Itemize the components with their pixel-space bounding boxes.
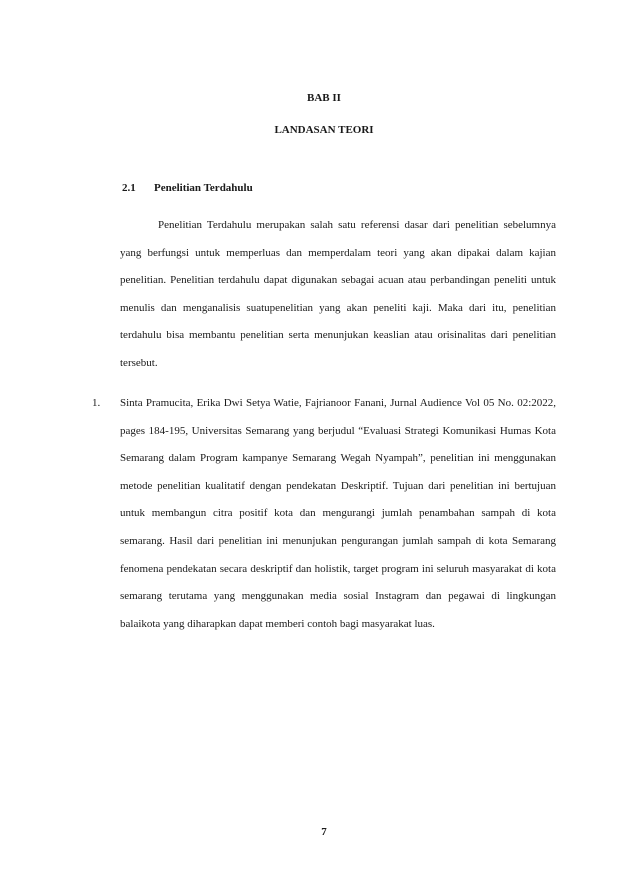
chapter-label: BAB II [307, 92, 341, 104]
chapter-title: LANDASAN TEORI [274, 124, 374, 136]
section-heading [122, 182, 253, 194]
page-number: 7 [321, 826, 327, 838]
intro-paragraph: Penelitian Terdahulu merupakan salah satu referensi dasar dari penelitian sebelumnya yang berfungsi untuk memperluas dan memperdalam teori yang akan dipakai dalam kajian penelitian. Penelitian terdahulu dapat digunakan sebagai acuan atau perbandingan peneliti untuk menulis dan menganalisis suatupenelitian yang akan peneliti kaji. Maka dari itu, penelitian terdahulu bisa membantu penelitian serta menunjukan keaslian atau orisinalitas dari penelitian tersebut. [120, 219, 556, 369]
list-marker: 1. [92, 397, 101, 409]
section-title: Penelitian Terdahulu [154, 182, 253, 194]
list-item [92, 390, 556, 638]
section-number: 2.1 [122, 182, 136, 194]
list-item-text: Sinta Pramucita, Erika Dwi Setya Watie, Fajrianoor Fanani, Jurnal Audience Vol 05 No. 02:2022, pages 184-195, Universitas Semarang yang berjudul “Evaluasi Strategi Komunikasi Humas Kota Semarang dalam Program kampanye Semarang Wegah Nyampah”, penelitian ini menggunakan metode penelitian kualitatif dengan pendekatan Deskriptif. Tujuan dari penelitian ini bertujuan untuk membangun citra positif kota dan mengurangi jumlah penambahan sampah di kota semarang. Hasil dari penelitian ini menunjukan pengurangan jumlah sampah di kota Semarang fenomena pendekatan secara deskriptif dan holistik, target program ini seluruh masyarakat di kota semarang terutama yang menggunakan media sosial Instagram dan pegawai di lingkungan balaikota yang diharapkan dapat memberi contoh bagi masyarakat luas. [120, 397, 556, 630]
reference-list [92, 390, 556, 638]
